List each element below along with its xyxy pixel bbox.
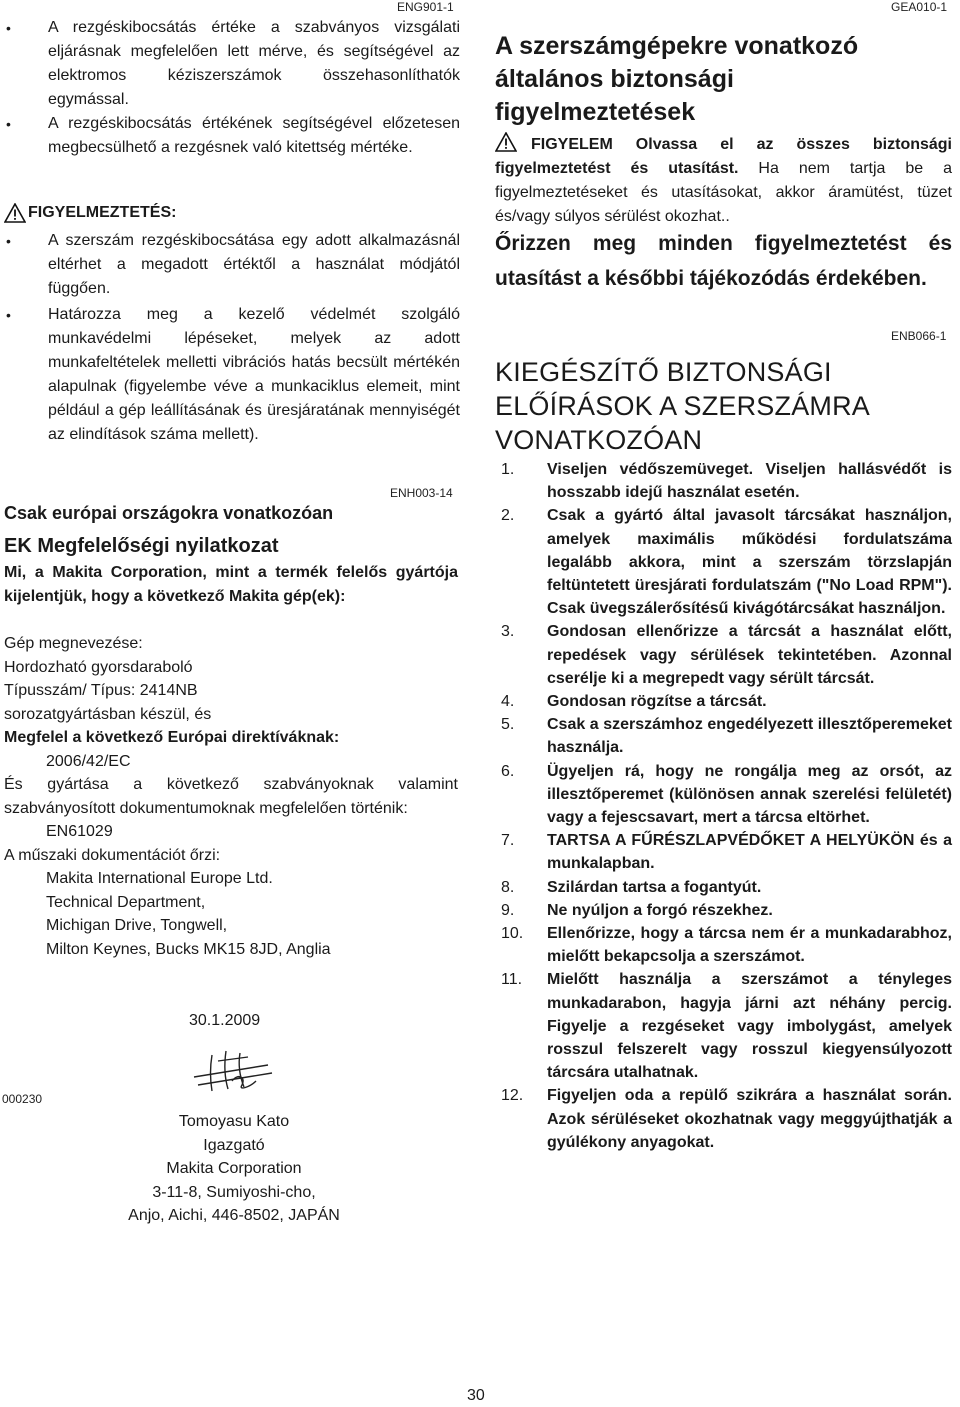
directive-label: Megfelel a következő Európai direktíváknak: xyxy=(4,729,340,746)
vibration-bullet-2: • A rezgéskibocsátás értékének segítségével előzetesen megbecsülhető a rezgésnek való kitettség mértéke. xyxy=(6,115,460,156)
list-item: 7. TARTSA A FŰRÉSZLAPVÉDŐKET A HELYÜKÖN és a munkalapban. xyxy=(501,832,952,873)
standard-value: EN61029 xyxy=(46,823,113,840)
tech-doc-label: A műszaki dokumentációt őrzi: xyxy=(4,846,221,864)
warning-normal-text: Ha nem tartja be a figyelmeztetéseket és utasításokat, akkor áramütést, tüzet és/vagy súlyos sérülést okozhat.. xyxy=(495,160,952,225)
signer-line: Tomoyasu Kato xyxy=(178,1113,290,1130)
type-line: Típusszám/ Típus: 2414NB xyxy=(4,682,198,699)
vibration-bullet-1: • A rezgéskibocsátás értéke a szabványos vizsgálati eljárásnak megfelelően lett mérve, és segítségével az elektromos kéziszerszámok összehasonlíthatók egymással. xyxy=(6,19,460,108)
warning-triangle-icon xyxy=(495,132,517,152)
list-item: 1. Viseljen védőszemüveget. Viseljen hallásvédőt is hosszabb idejű használat esetén. xyxy=(501,461,952,502)
eu-heading: Csak európai országokra vonatkozóan xyxy=(4,503,334,523)
list-item: 4. Gondosan rögzítse a tárcsát. xyxy=(501,693,767,711)
tech-doc-line: Michigan Drive, Tongwell, xyxy=(46,917,228,934)
warning-bullet-2: • Határozza meg a kezelő védelmét szolgáló munkavédelmi lépéseket, melyek az adott munkafeltételek melletti vibrációs hatás becsült mértékén alapulnak (figyelembe véve a munkaciklus elemeit, mint például a gép leállításának és üresjáratának mennyiségét az elindítások száma mellett). xyxy=(6,306,460,443)
declaration-date: 30.1.2009 xyxy=(189,1012,261,1029)
directive-value: 2006/42/EC xyxy=(46,752,131,770)
series-line: sorozatgyártásban készül, és xyxy=(4,705,212,723)
section-code-eng: ENG901-1 xyxy=(397,0,454,14)
warning-triangle-icon xyxy=(4,203,26,223)
section-code-enh: ENH003-14 xyxy=(390,486,453,500)
general-safety-title: A szerszámgépekre vonatkozó általános biztonsági figyelmeztetések xyxy=(495,32,859,126)
keep-instructions: Őrizzen meg minden figyelmeztetést és utasítást a későbbi tájékozódás érdekében. xyxy=(495,232,952,290)
signer-block xyxy=(84,1110,384,1228)
list-item: 3. Gondosan ellenőrizze a tárcsát a használat előtt, repedések vagy sérülések tekintetében. Azonnal cserélje ki a megrepedt vagy sérült tárcsát. xyxy=(501,623,952,687)
section-code-enb: ENB066-1 xyxy=(891,329,947,343)
section-code-gea: GEA010-1 xyxy=(891,0,948,14)
page-number: 30 xyxy=(467,1387,485,1404)
list-item: 9. Ne nyúljon a forgó részekhez. xyxy=(501,901,773,919)
general-warning xyxy=(495,132,952,229)
list-item: 12. Figyeljen oda a repülő szikrára a használat során. Azok sérüléseket okozhatnak vagy meggyújthatják a gyúlékony anyagokat. xyxy=(501,1087,952,1151)
safety-rules-list xyxy=(495,458,952,1154)
signer-line: Makita Corporation xyxy=(166,1160,302,1177)
list-item: 6. Ügyeljen rá, hogy ne rongálja meg az orsót, az illesztőperemet (különösen annak szerelési felületét) vagy a fejescsavart, mert a tárcsa eltörhet. xyxy=(501,762,952,827)
machine-name-label: Gép megnevezése: xyxy=(4,635,143,652)
machine-name: Hordozható gyorsdaraboló xyxy=(4,658,193,676)
additional-safety-heading: KIEGÉSZÍTŐ BIZTONSÁGI ELŐÍRÁSOK A SZERSZÁMRA VONATKOZÓAN xyxy=(495,357,869,455)
declaration-statement: Mi, a Makita Corporation, mint a termék felelős gyártója kijelentjük, hogy a következő Makita gép(ek): xyxy=(4,564,458,605)
warning-bold-text: FIGYELEM Olvassa el az összes biztonsági figyelmeztetést és utasítást. xyxy=(495,136,952,177)
tech-doc-line: Milton Keynes, Bucks MK15 8JD, Anglia xyxy=(46,940,331,958)
signature-image xyxy=(188,1047,278,1093)
list-item: 11. Mielőtt használja a szerszámot a tényleges munkadarabon, hagyja járni azt néhány percig. Figyelje a rezgéseket vagy imbolygást, amelyek rosszul felszerelt vagy rosszul kiegyensúlyozott tárcsára utalhatnak. xyxy=(501,971,952,1082)
list-item: 8. Szilárdan tartsa a fogantyút. xyxy=(501,878,762,896)
warning-heading: FIGYELMEZTETÉS: xyxy=(4,203,176,223)
signer-line: Anjo, Aichi, 446-8502, JAPÁN xyxy=(128,1207,340,1224)
tech-doc-line: Technical Department, xyxy=(46,893,206,911)
signer-line: 3-11-8, Sumiyoshi-cho, xyxy=(152,1183,316,1201)
ec-declaration-heading: EK Megfelelőségi nyilatkozat xyxy=(4,535,279,557)
signer-line: Igazgató xyxy=(203,1136,265,1154)
image-code: 000230 xyxy=(2,1092,43,1106)
standards-text: És gyártása a következő szabványoknak valamint szabványosított dokumentumoknak megfelelően történik: xyxy=(4,776,458,817)
list-item: 10. Ellenőrizze, hogy a tárcsa nem ér a munkadarabhoz, mielőtt bekapcsolja a szerszámot. xyxy=(501,925,952,966)
list-item: 2. Csak a gyártó által javasolt tárcsákat használjon, amelyek maximális működési fordulatszáma legalább akkora, mint a szerszám törzslapján feltüntetett üresjárati fordulatszám ("No Load RPM"). Csak üvegszálerősítésű kivágótárcsákat használjon. xyxy=(501,507,952,618)
warning-bullet-1: • A szerszám rezgéskibocsátása egy adott alkalmazásnál eltérhet a megadott értéktől a használat módjától függően. xyxy=(6,232,460,297)
list-item: 5. Csak a szerszámhoz engedélyezett illesztőperemeket használja. xyxy=(501,716,952,757)
tech-doc-line: Makita International Europe Ltd. xyxy=(46,870,273,887)
